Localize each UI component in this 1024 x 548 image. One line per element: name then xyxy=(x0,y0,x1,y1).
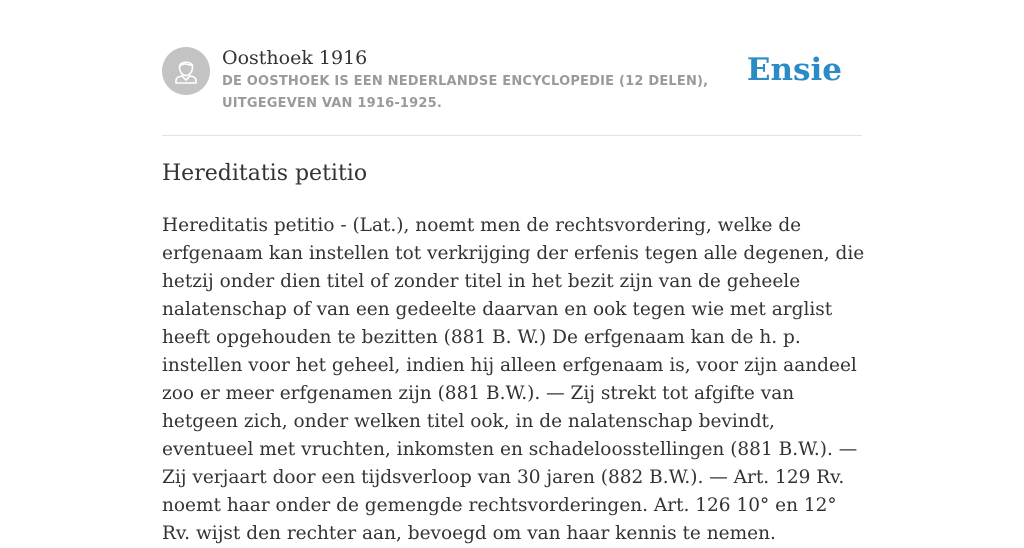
article-title: Hereditatis petitio xyxy=(162,161,368,186)
brand-logo[interactable]: Ensie xyxy=(746,52,842,88)
header-divider xyxy=(162,135,862,136)
article-body: Hereditatis petitio - (Lat.), noemt men de rechtsvordering, welke de erfgenaam kan instellen tot verkrijging der erfenis tegen alle degenen, die hetzij onder dien titel of zonder titel in het bezit zijn van de geheele nalatenschap of van een gedeelte daarvan en ook tegen wie met arglist heeft opgehouden te bezitten (881 B. W.) De erfgenaam kan de h. p. instellen voor het geheel, indien hij alleen erfgenaam is, voor zijn aandeel zoo er meer erfgenamen zijn (881 B.W.). — Zij strekt tot afgifte van hetgeen zich, onder welken titel ook, in de nalatenschap bevindt, eventueel met vruchten, inkomsten en schadeloosstellingen (881 B.W.). — Zij verjaart door een tijdsverloop van 30 jaren (882 B.W.). — Art. 129 Rv. noemt haar onder de gemengde rechtsvorderingen. Art. 126 10° en 12° Rv. wijst den rechter aan, bevoegd om van haar kennis te nemen. xyxy=(162,215,865,544)
source-header xyxy=(162,46,862,116)
user-icon xyxy=(162,47,210,95)
source-description: DE OOSTHOEK IS EEN NEDERLANDSE ENCYCLOPEDIE (12 DELEN), UITGEGEVEN VAN 1916-1925. xyxy=(222,74,709,111)
source-title[interactable]: Oosthoek 1916 xyxy=(222,47,368,69)
source-avatar[interactable] xyxy=(162,47,210,95)
